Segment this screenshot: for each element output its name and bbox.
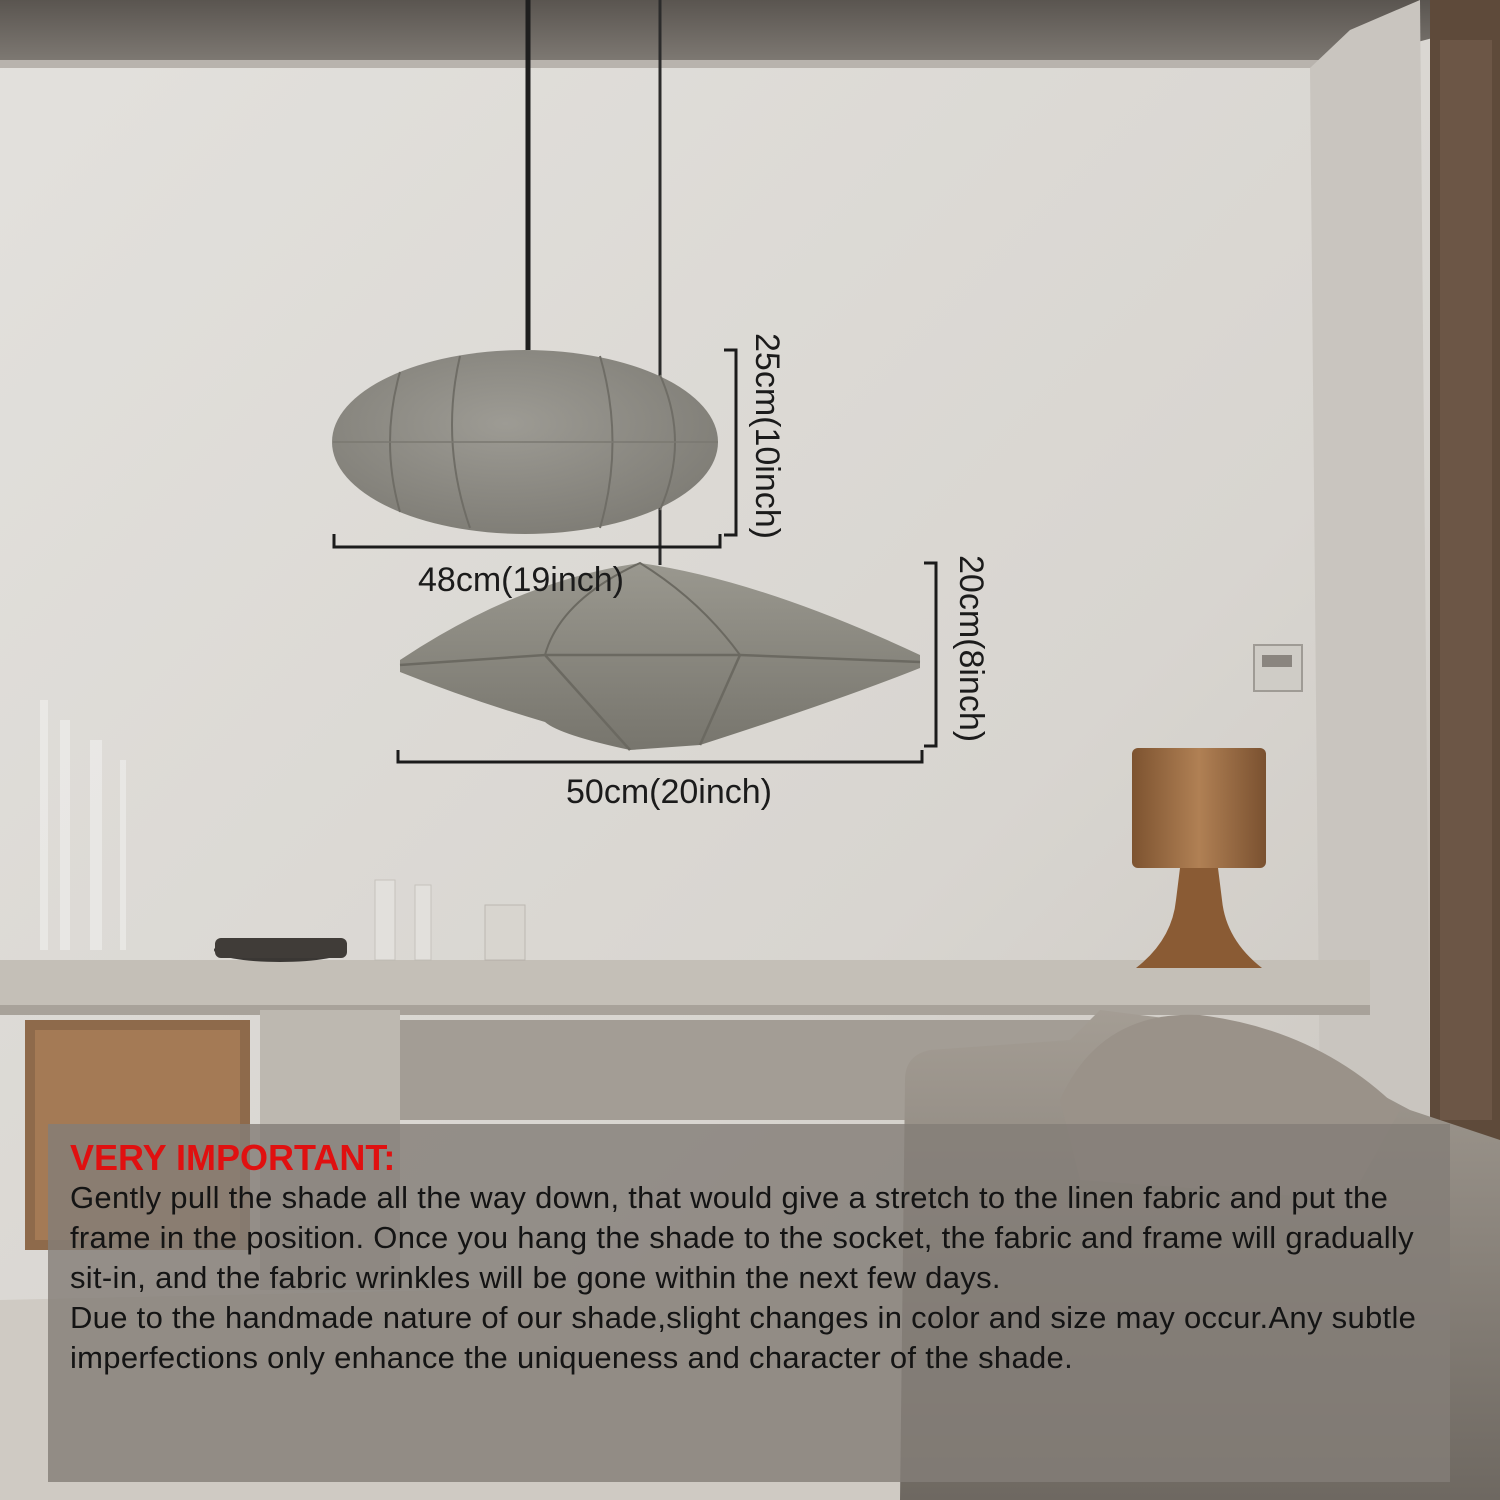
top-shade-height-label: 25cm(10inch) xyxy=(748,333,786,539)
important-notice-box xyxy=(48,1124,1450,1482)
table-lamp-shade xyxy=(1132,748,1266,868)
notice-paragraph-handmade: Due to the handmade nature of our shade,slight changes in color and size may occur.Any subtle imperfections only enhance the uniqueness and character of the shade. xyxy=(70,1300,1417,1375)
ceiling-edge xyxy=(0,60,1350,68)
top-shade-width-label: 48cm(19inch) xyxy=(418,561,624,599)
notice-title: VERY IMPORTANT: xyxy=(70,1137,396,1178)
notice-paragraph-stretch: Gently pull the shade all the way down, that would give a stretch to the linen fabric and put the frame in the position. Once you hang the shade to the socket, the fabric and frame will gradually sit-in, and the fabric wrinkles will be gone within the next few days. xyxy=(70,1180,1414,1295)
top-linen-shade xyxy=(332,350,718,534)
bottom-shade-height-label: 20cm(8inch) xyxy=(952,555,990,743)
light-switch xyxy=(1254,645,1302,691)
door-panel xyxy=(1440,40,1492,1120)
alcove-wall xyxy=(1310,0,1430,1120)
ceiling xyxy=(0,0,1500,60)
bottom-shade-width-label: 50cm(20inch) xyxy=(566,773,772,811)
